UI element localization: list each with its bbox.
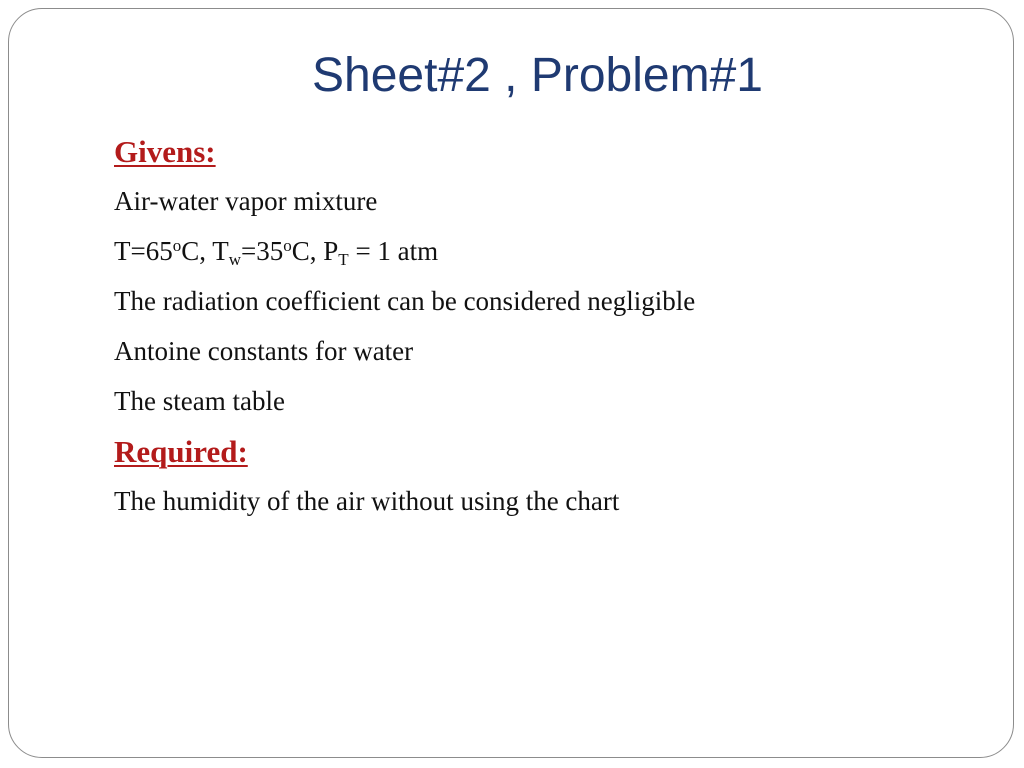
wet-bulb-value: =35: [241, 236, 284, 266]
slide-body: [114, 128, 994, 526]
givens-line-radiation: The radiation coefficient can be considered negligible: [114, 286, 696, 316]
temperature-degree-sup: o: [172, 236, 182, 255]
wet-bulb-sub: w: [228, 250, 242, 269]
wet-bulb-degree-sup: o: [283, 236, 292, 255]
slide-title: Sheet#2 , Problem#1: [312, 49, 763, 102]
givens-line-antoine: Antoine constants for water: [114, 336, 414, 366]
required-line-humidity: The humidity of the air without using the chart: [114, 486, 620, 516]
temperature-label: T=65: [114, 236, 173, 266]
total-pressure-value: = 1 atm: [348, 236, 439, 266]
wet-bulb-unit: C, P: [291, 236, 339, 266]
total-pressure-sub: T: [338, 250, 349, 269]
temperature-unit: C, T: [181, 236, 229, 266]
required-heading: Required:: [114, 434, 248, 469]
givens-line-steam-table: The steam table: [114, 386, 285, 416]
givens-line-conditions: [114, 226, 994, 276]
givens-line-mixture: Air-water vapor mixture: [114, 186, 378, 216]
givens-heading: Givens:: [114, 134, 216, 169]
